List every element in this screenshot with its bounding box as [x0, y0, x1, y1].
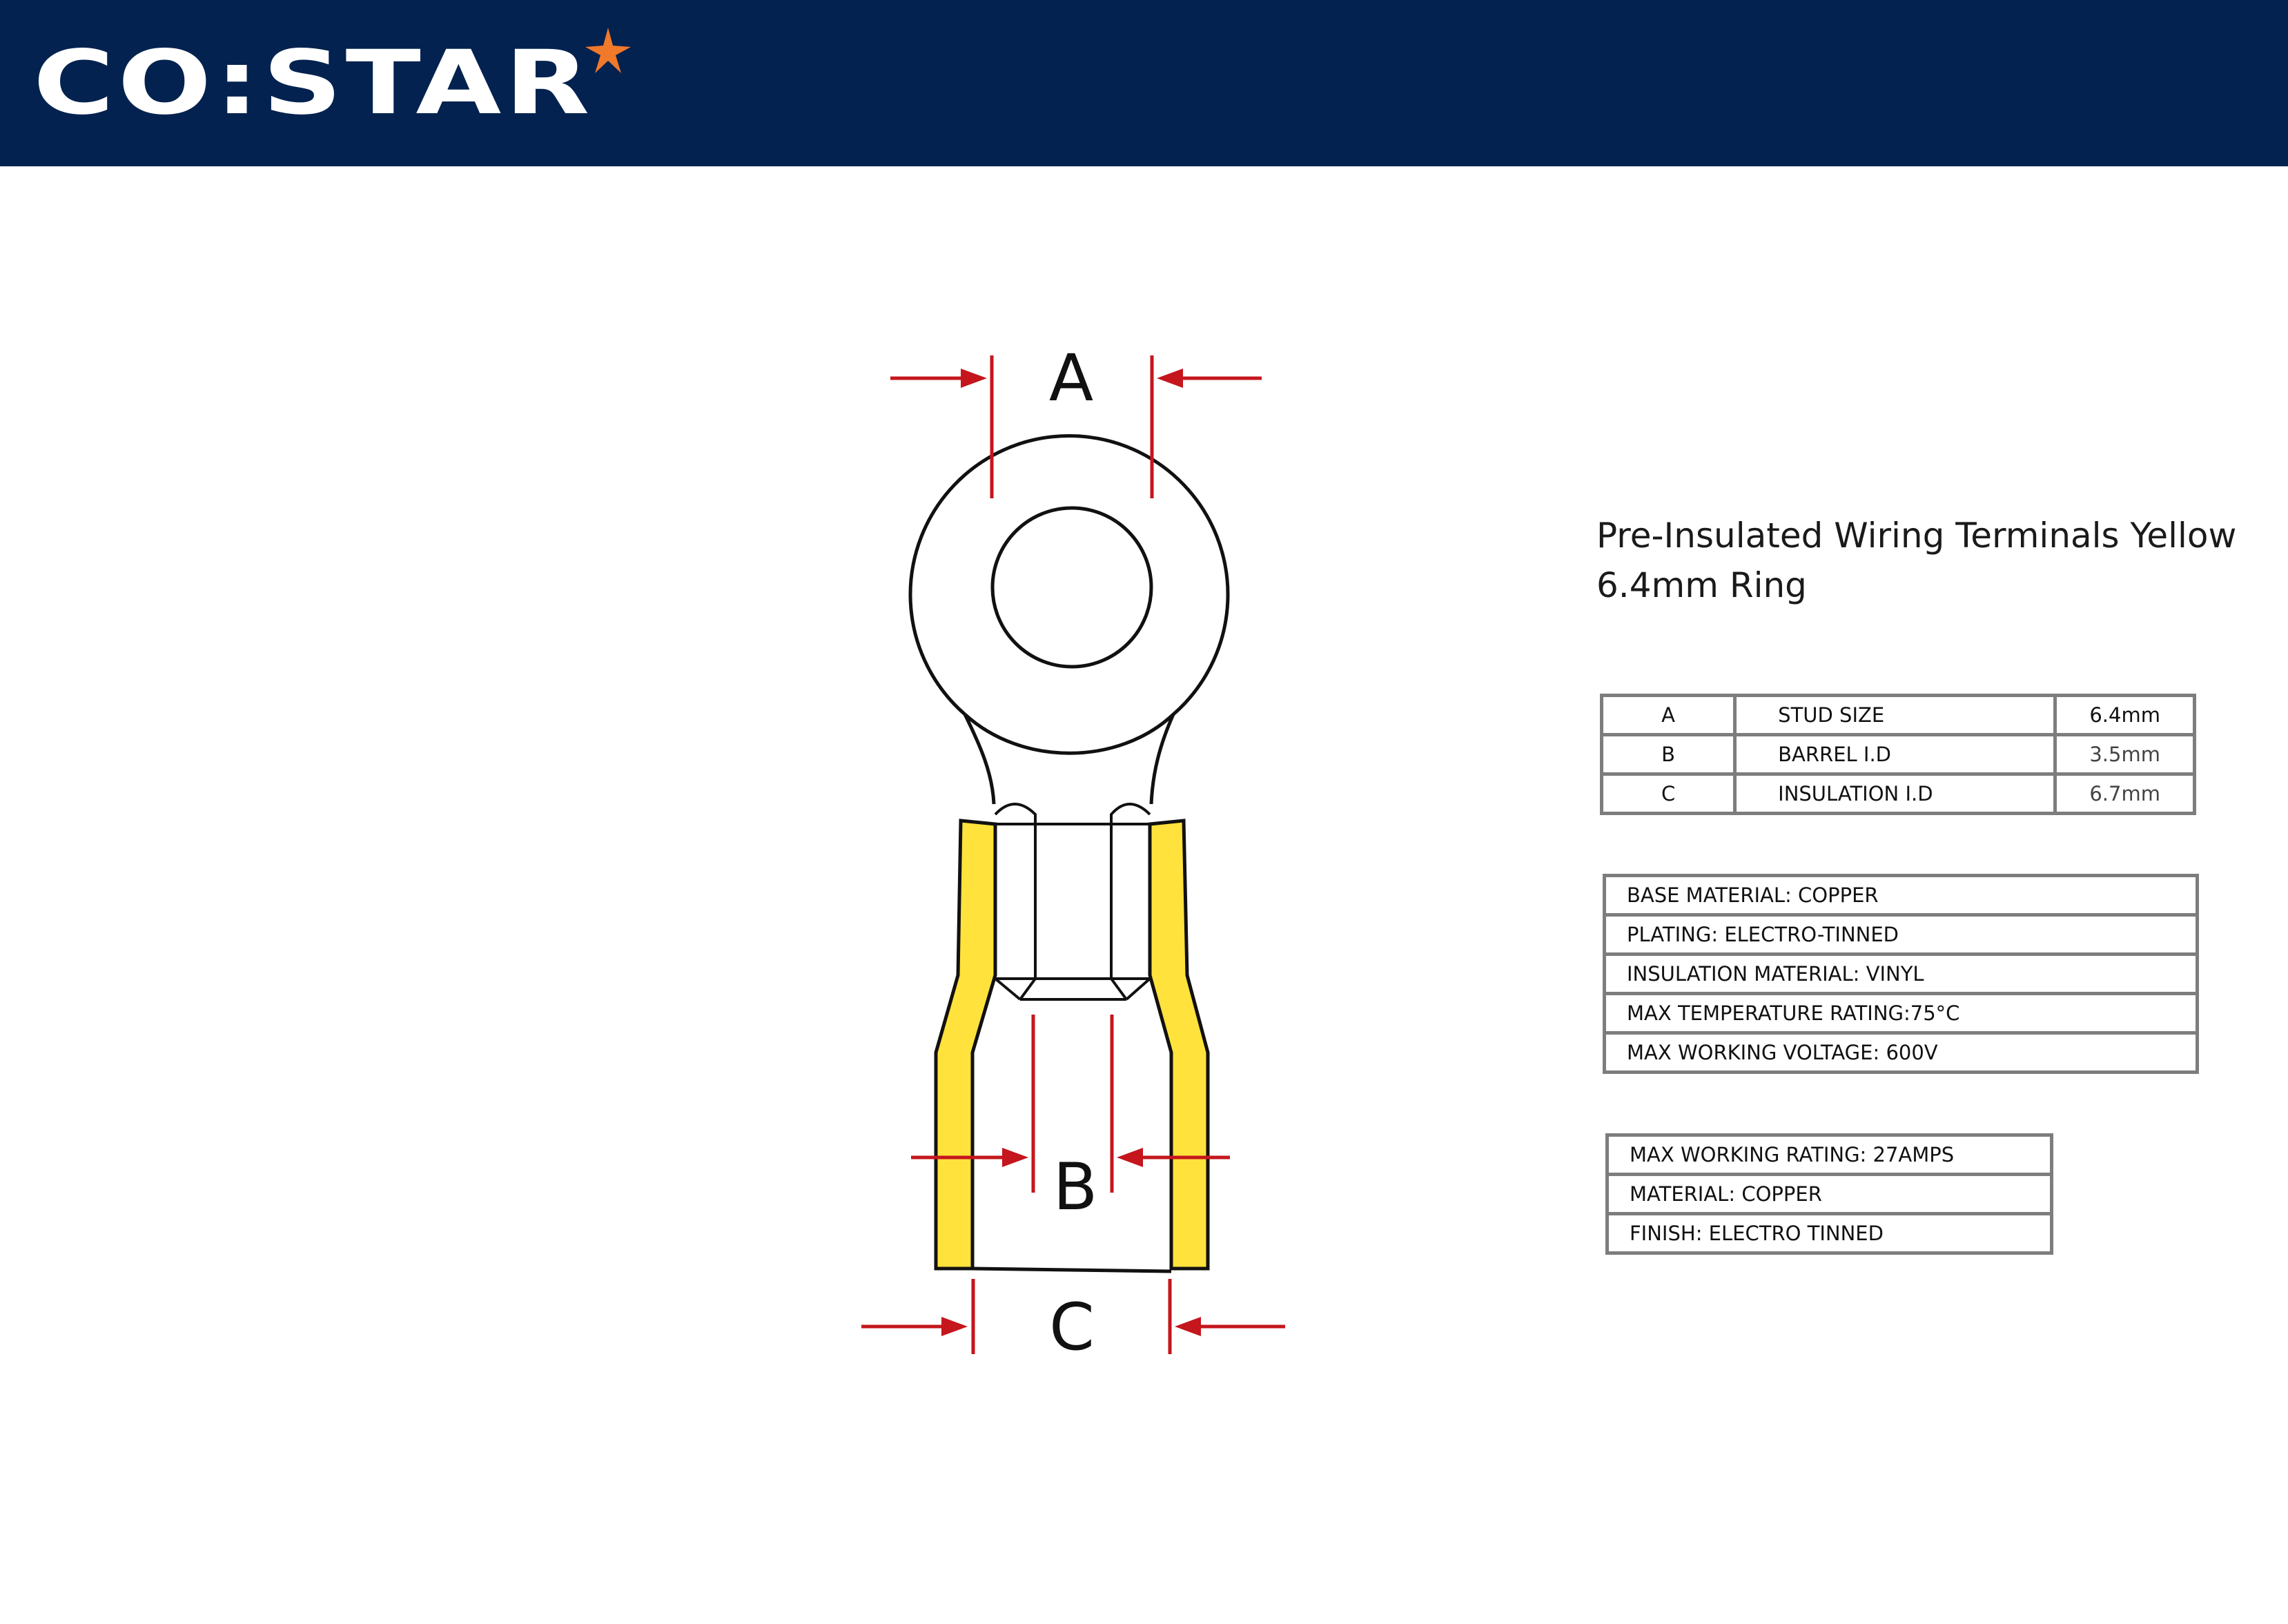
dimension-key: A: [1602, 696, 1735, 735]
material-properties-table: [1603, 874, 2199, 1074]
table-row: [1607, 1135, 2052, 1175]
dimension-key: C: [1602, 774, 1735, 814]
table-row: [1602, 735, 2195, 774]
table-row: [1602, 774, 2195, 814]
property-cell: PLATING: ELECTRO-TINNED: [1605, 915, 2198, 955]
dimension-key: B: [1602, 735, 1735, 774]
rating-cell: MAX WORKING RATING: 27AMPS: [1607, 1135, 2052, 1175]
property-cell: MAX WORKING VOLTAGE: 600V: [1605, 1033, 2198, 1073]
product-title-line-2: 6.4mm Ring: [1596, 565, 1807, 605]
dimension-name: STUD SIZE: [1735, 696, 2055, 735]
rating-cell: MATERIAL: COPPER: [1607, 1175, 2052, 1214]
insulation-bottom: [972, 1269, 1171, 1271]
ratings-table: [1605, 1133, 2053, 1255]
dimension-c-label: C: [1049, 1290, 1095, 1365]
table-row: [1605, 915, 2198, 955]
barrel: [995, 804, 1150, 999]
product-title: [1596, 511, 2259, 610]
table-row: [1607, 1214, 2052, 1253]
table-row: [1607, 1175, 2052, 1214]
rating-cell: FINISH: ELECTRO TINNED: [1607, 1214, 2052, 1253]
dimension-name: INSULATION I.D: [1735, 774, 2055, 814]
insulation-right: [1150, 821, 1208, 1269]
table-row: [1602, 696, 2195, 735]
dimension-value: 3.5mm: [2055, 735, 2195, 774]
table-row: [1605, 876, 2198, 915]
dimension-b-label: B: [1053, 1150, 1098, 1225]
dimensions-table: [1600, 694, 2196, 815]
brand-logo: CO:STAR: [33, 32, 594, 135]
dimension-a-label: A: [1048, 341, 1094, 416]
table-row: [1605, 955, 2198, 994]
stud-hole: [993, 508, 1151, 667]
dimension-value: 6.4mm: [2055, 696, 2195, 735]
property-cell: MAX TEMPERATURE RATING:75°C: [1605, 994, 2198, 1033]
insulation-left: [936, 821, 995, 1269]
dimension-value: 6.7mm: [2055, 774, 2195, 814]
property-cell: BASE MATERIAL: COPPER: [1605, 876, 2198, 915]
table-row: [1605, 1033, 2198, 1073]
property-cell: INSULATION MATERIAL: VINYL: [1605, 955, 2198, 994]
product-title-line-1: Pre-Insulated Wiring Terminals Yellow: [1596, 516, 2237, 556]
table-row: [1605, 994, 2198, 1033]
dimension-name: BARREL I.D: [1735, 735, 2055, 774]
